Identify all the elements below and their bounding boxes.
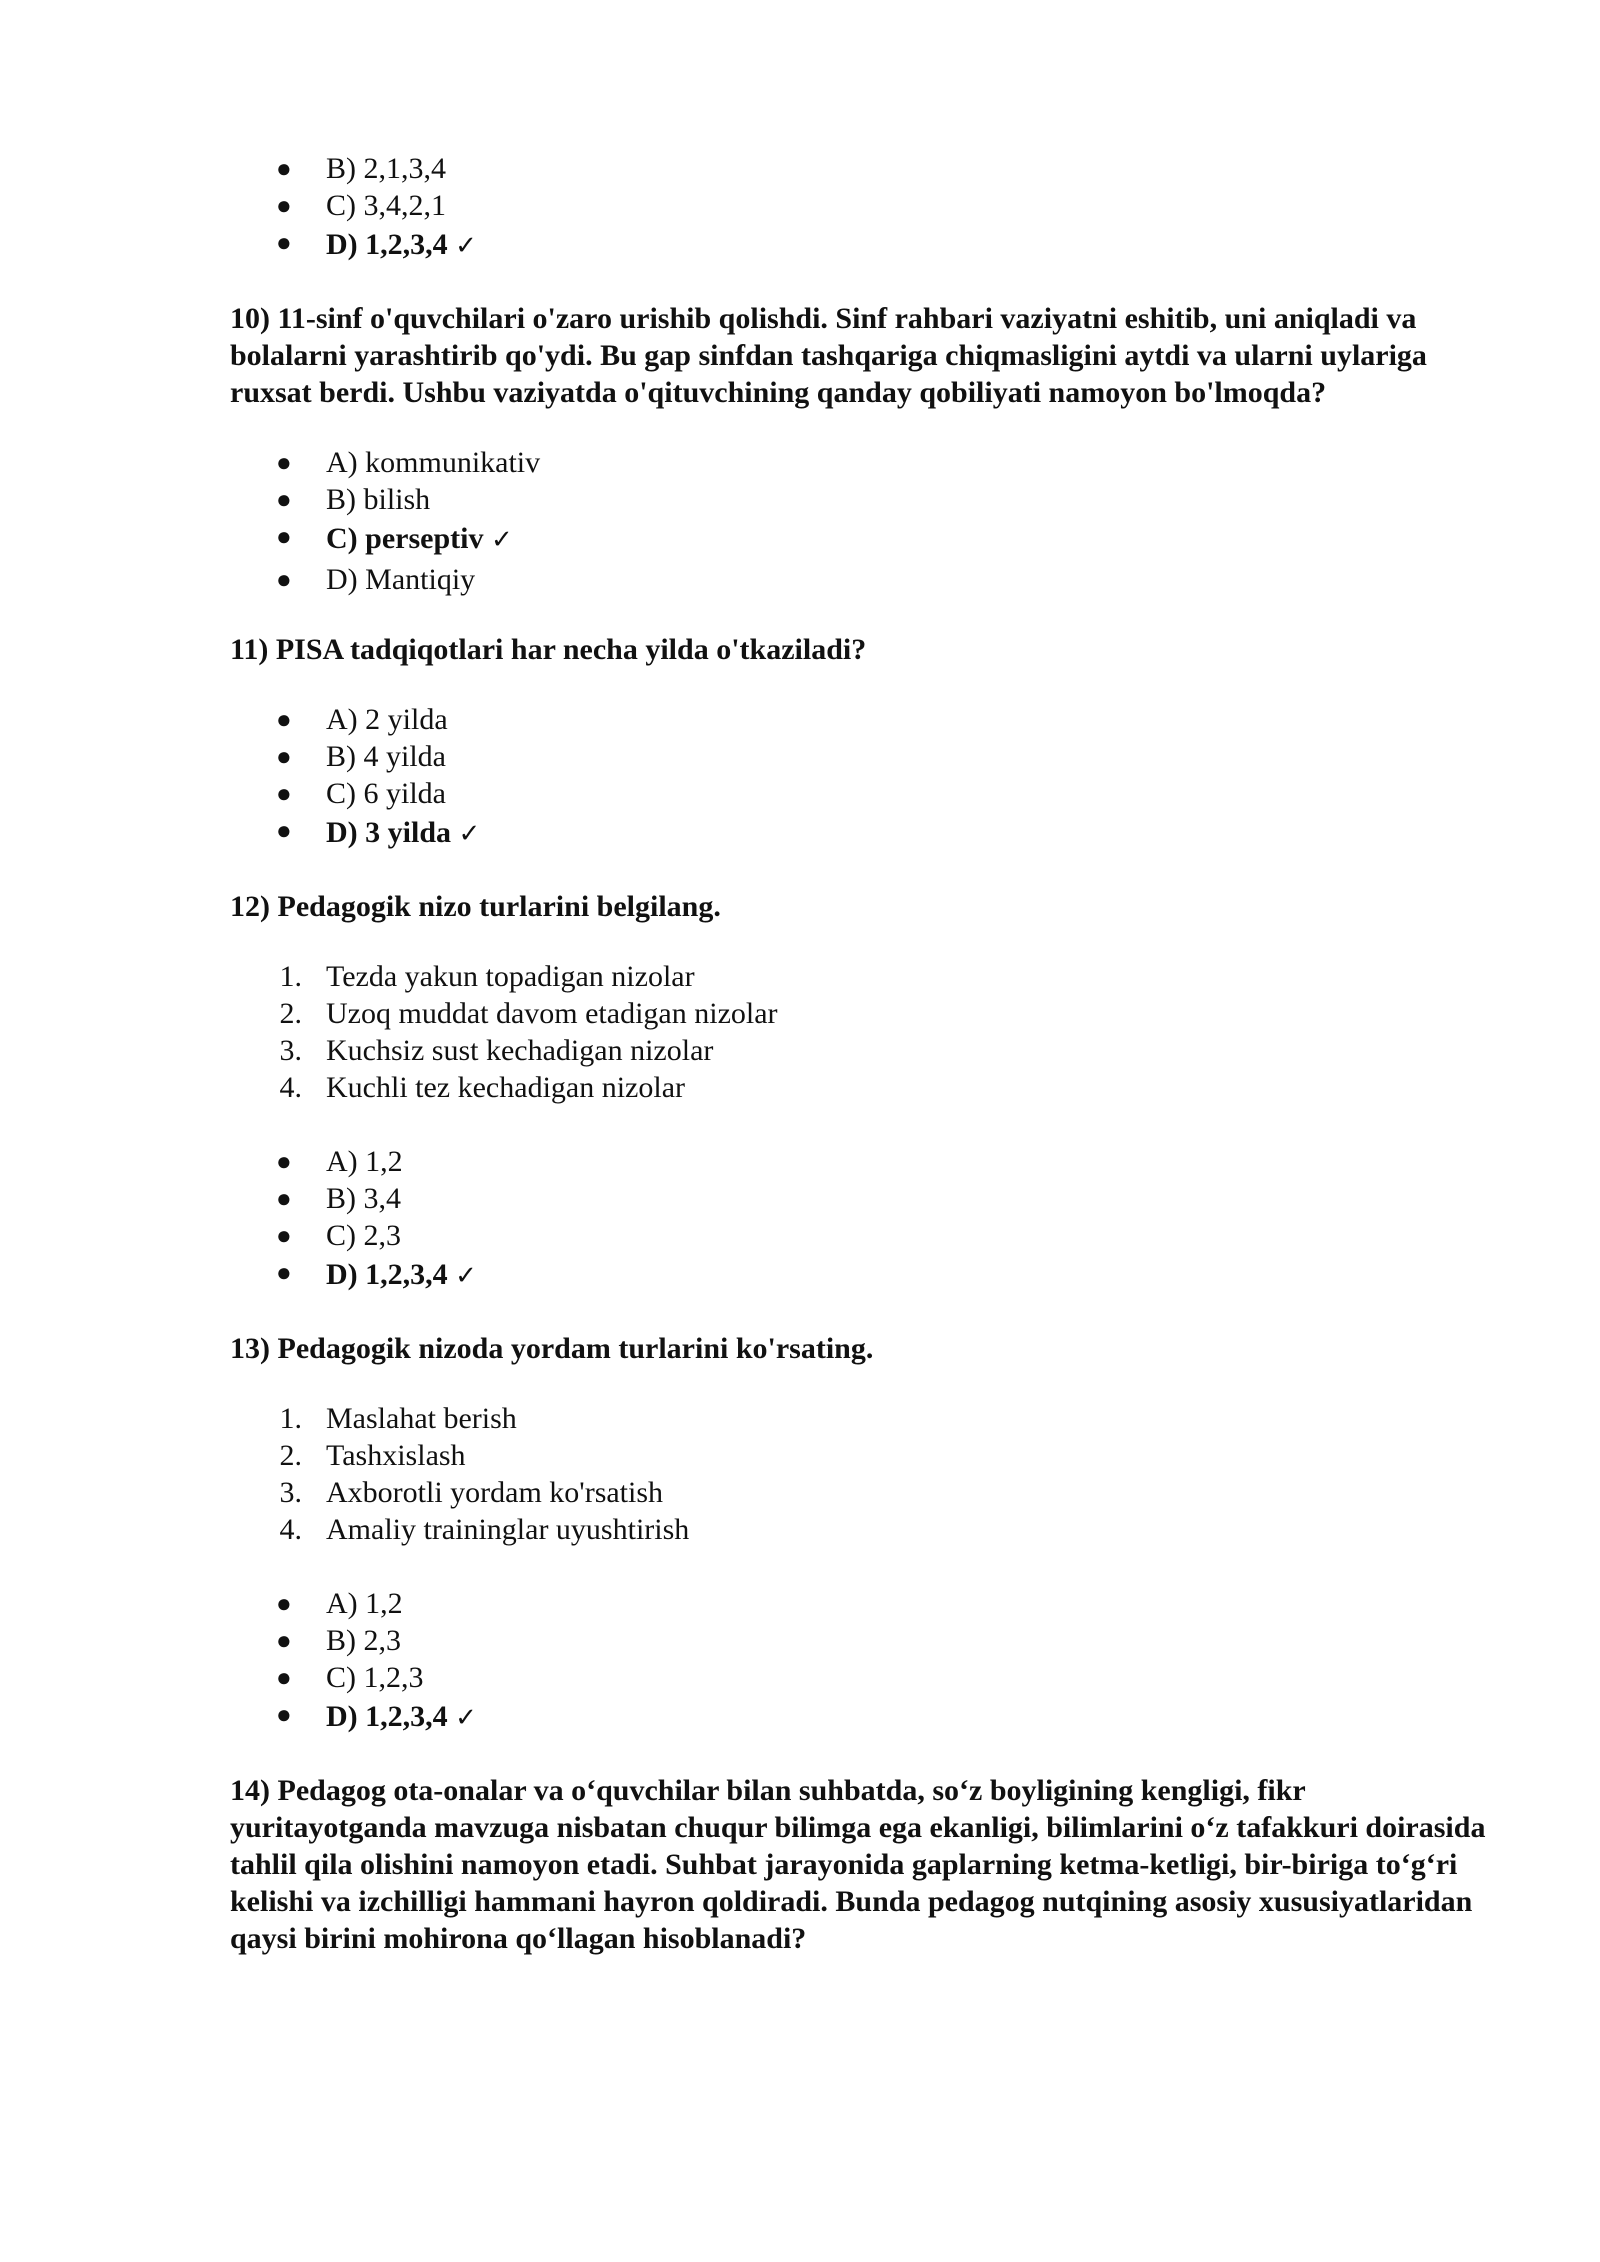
bullet-icon: ● [276,154,292,183]
bullet-icon: ● [276,1700,292,1729]
q11-options [230,701,1500,855]
bullet-icon: ● [276,522,292,551]
q13-options [230,1585,1500,1739]
q10-option-a: ● A) kommunikativ [276,446,541,479]
bullet-icon: ● [276,565,292,594]
bullet-icon: ● [276,1663,292,1692]
q12-option-b: ● B) 3,4 [276,1182,401,1215]
q9-option-c: ● C) 3,4,2,1 [276,189,446,222]
bullet-icon: ● [276,448,292,477]
bullet-icon: ● [276,1258,292,1287]
check-mark-icon: ✓ [455,231,477,261]
q10-option-c-correct: ● C) perseptiv ✓ [230,518,1500,561]
document-page [230,150,1500,1990]
question-13: 13) Pedagogik nizoda yordam turlarini ko'rsating. [230,1332,874,1365]
q9-options [230,150,1500,267]
q9-option-b: ● B) 2,1,3,4 [276,152,446,185]
bullet-icon: ● [276,191,292,220]
q11-option-a: ● A) 2 yilda [276,703,448,736]
bullet-icon: ● [276,816,292,845]
check-mark-icon: ✓ [490,525,513,555]
q12-option-d-correct: ● D) 1,2,3,4 ✓ [230,1254,1500,1297]
q10-options [230,444,1500,598]
question-14: 14) Pedagog ota-onalar va o‘quvchilar bilan suhbatda, so‘z boyligining kengligi, fikr yuritayotganda mavzuga nisbatan chuqur bilimga ega ekanligi, bilimlarini o‘z tafakkuri doirasida tahlil qila olishini namoyon etadi. Suhbat jarayonida gaplarning ketma-ketligi, bir-biriga to‘g‘ri kelishi va izchilligi hammani hayron qoldiradi. Bunda pedagog nutqining asosiy xususiyatlaridan qaysi birini mohirona qo‘llagan hisoblanadi? [230,1774,1486,1955]
q13-item-1: 1. Maslahat berish [279,1402,517,1435]
q10-option-d: ● D) Mantiqiy [276,563,476,596]
q11-option-b: ● B) 4 yilda [276,740,446,773]
bullet-icon: ● [276,485,292,514]
bullet-icon: ● [276,1221,292,1250]
question-11: 11) PISA tadqiqotlari har necha yilda o'tkaziladi? [230,633,867,666]
q12-item-4: 4. Kuchli tez kechadigan nizolar [279,1071,686,1104]
check-mark-icon: ✓ [455,1261,477,1291]
bullet-icon: ● [276,1184,292,1213]
q11-option-c: ● C) 6 yilda [276,777,446,810]
bullet-icon: ● [276,779,292,808]
spacer [230,1548,1500,1585]
check-mark-icon: ✓ [455,1703,477,1733]
question-10: 10) 11-sinf o'quvchilari o'zaro urishib qolishdi. Sinf rahbari vaziyatni eshitib, uni aniqladi va bolalarni yarashtirib qo'ydi. Bu gap sinfdan tashqariga chiqmasligini aytdi va ularni uylariga ruxsat berdi. Ushbu vaziyatda o'qituvchining qanday qobiliyati namoyon bo'lmoqda? [230,302,1427,409]
bullet-icon: ● [276,1589,292,1618]
q10-option-b: ● B) bilish [276,483,431,516]
q13-item-3: 3. Axborotli yordam ko'rsatish [279,1476,664,1509]
q13-option-b: ● B) 2,3 [276,1624,401,1657]
q11-option-d-correct: ● D) 3 yilda ✓ [230,812,1500,855]
bullet-icon: ● [276,742,292,771]
q13-item-4: 4. Amaliy traininglar uyushtirish [279,1513,690,1546]
check-mark-icon: ✓ [458,819,481,849]
bullet-icon: ● [276,705,292,734]
q12-option-a: ● A) 1,2 [276,1145,403,1178]
spacer [230,1106,1500,1143]
bullet-icon: ● [276,228,292,257]
bullet-icon: ● [276,1626,292,1655]
bullet-icon: ● [276,1147,292,1176]
q13-items [230,1400,1500,1548]
q12-items [230,958,1500,1106]
q13-item-2: 2. Tashxislash [279,1439,466,1472]
q12-item-3: 3. Kuchsiz sust kechadigan nizolar [279,1034,714,1067]
q12-item-2: 2. Uzoq muddat davom etadigan nizolar [279,997,778,1030]
q12-item-1: 1. Tezda yakun topadigan nizolar [279,960,695,993]
q13-option-d-correct: ● D) 1,2,3,4 ✓ [230,1696,1500,1739]
q12-options [230,1143,1500,1297]
q12-option-c: ● C) 2,3 [276,1219,401,1252]
q13-option-a: ● A) 1,2 [276,1587,403,1620]
question-12: 12) Pedagogik nizo turlarini belgilang. [230,890,721,923]
q13-option-c: ● C) 1,2,3 [276,1661,424,1694]
q9-option-d-correct: ● D) 1,2,3,4 ✓ [230,224,1500,267]
